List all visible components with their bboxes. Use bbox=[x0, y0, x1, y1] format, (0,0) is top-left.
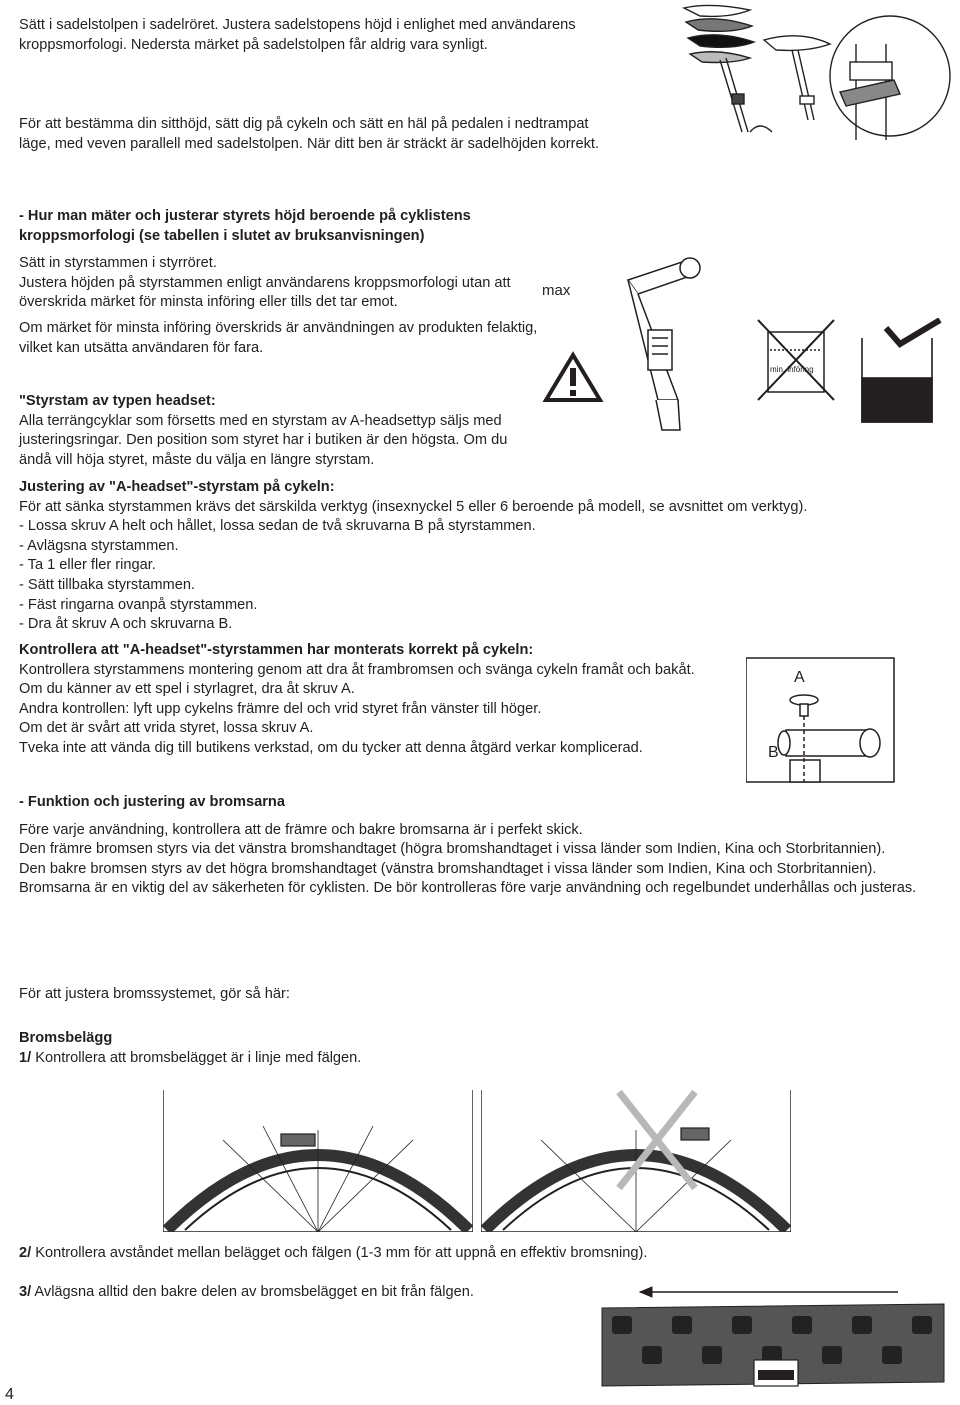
adjust-line: - Sätt tillbaka styrstammen. bbox=[19, 576, 195, 593]
pads-step-3 bbox=[19, 1283, 619, 1303]
wheel-right-figure bbox=[481, 1088, 791, 1232]
stem-ok-figure bbox=[856, 318, 946, 426]
check-section bbox=[19, 641, 719, 759]
brakes-section bbox=[19, 793, 939, 899]
adjust-line: - Lossa skruv A helt och hållet, lossa sedan de två skruvarna B på styrstammen. bbox=[19, 518, 536, 535]
stem-paragraph-1: Sätt in styrstammen i styrröret. bbox=[19, 255, 217, 272]
brakes-heading: - Funktion och justering av bromsarna bbox=[19, 794, 285, 810]
pads-heading: Bromsbelägg bbox=[19, 1030, 113, 1046]
check-heading: Kontrollera att "A-headset"-styrstammen har monterats korrekt på cykeln: bbox=[19, 642, 534, 658]
brakes-line: Bromsarna är en viktig del av säkerheten för cyklisten. De bör kontrolleras före varje användning och regelbundet underhållas och justeras. bbox=[19, 880, 917, 897]
check-line: Om det är svårt att vrida styret, lossa skruv A. bbox=[19, 720, 314, 737]
screw-b-label: B bbox=[768, 744, 779, 761]
saddle-figure bbox=[680, 0, 958, 140]
brakes-line: Före varje användning, kontrollera att de främre och bakre bromsarna är i perfekt skick. bbox=[19, 821, 583, 838]
step-text: Avlägsna alltid den bakre delen av bromsbelägget en bit från fälgen. bbox=[31, 1284, 474, 1300]
stem-paragraph-2: Justera höjden på styrstammen enligt användarens kroppsmorfologi utan att överskrida märket för minsta införing eller tills det tar emot. bbox=[19, 274, 511, 311]
step-number: 1/ bbox=[19, 1049, 32, 1066]
saddle-paragraph-2: För att bestämma din sitthöjd, sätt dig på cykeln och sätt en häl på pedalen i nedtrampat läge, med veven parallell med sadelstolpen. När ditt ben är sträckt är sadelhöjden korrekt. bbox=[19, 116, 600, 152]
stem-heading: - Hur man mäter och justerar styrets höjd beroende på cyklistens kroppsmorfologi (se tabellen i slutet av bruksanvisningen) bbox=[19, 208, 471, 244]
screw-a-label: A bbox=[794, 669, 805, 686]
pads-section bbox=[19, 1029, 619, 1068]
pads-step-1 bbox=[19, 1049, 619, 1069]
brakes-intro bbox=[19, 985, 619, 1005]
wheel-left-figure bbox=[163, 1090, 473, 1232]
headset-heading: "Styrstam av typen headset: bbox=[19, 393, 216, 409]
stem-section bbox=[19, 207, 539, 358]
step-number: 2/ bbox=[19, 1245, 32, 1261]
headset-section bbox=[19, 392, 531, 470]
adjust-heading: Justering av "A-headset"-styrstam på cykeln: bbox=[19, 479, 335, 495]
max-label: max bbox=[542, 282, 571, 299]
brakes-intro-text: För att justera bromssystemet, gör så här: bbox=[19, 986, 290, 1002]
adjust-line: För att sänka styrstammen krävs det särskilda verktyg (insexnyckel 5 eller 6 beroende på modell, se avsnittet om verktyg). bbox=[19, 498, 808, 515]
check-line: Andra kontrollen: lyft upp cykelns främre del och vrid styret från vänster till höger. bbox=[19, 700, 542, 717]
min-insertion-label: min. införing bbox=[770, 365, 814, 374]
adjust-line: - Ta 1 eller fler ringar. bbox=[19, 557, 156, 574]
pads-step-2 bbox=[19, 1244, 819, 1264]
page-number: 4 bbox=[5, 1386, 14, 1403]
check-line: Kontrollera styrstammens montering genom att dra åt frambromsen och svänga cykeln framåt och bakåt. Om du känner av ett spel i styrlagret, dra åt skruv A. bbox=[19, 661, 695, 698]
adjust-line: - Avlägsna styrstammen. bbox=[19, 537, 179, 554]
saddle-intro bbox=[19, 16, 649, 55]
stem-paragraph-3: Om märket för minsta införing överskrids är användningen av produkten felaktig, vilket kan utsätta användaren för fara. bbox=[19, 319, 538, 356]
step-text: Kontrollera avståndet mellan belägget och fälgen (1-3 mm för att uppnå en effektiv bromsning). bbox=[31, 1245, 648, 1261]
adjust-line: - Dra åt skruv A och skruvarna B. bbox=[19, 616, 233, 633]
brakes-line: Den bakre bromsen styrs av det högra bromshandtaget (vänstra bromshandtaget i vissa länder som Indien, Kina och Storbritannien). bbox=[19, 860, 877, 877]
step-text: Kontrollera att bromsbelägget är i linje med fälgen. bbox=[31, 1049, 362, 1066]
headset-text: Alla terrängcyklar som försetts med en styrstam av A-headsettyp säljs med justeringsringar. Den position som styret har i butiken är den högsta. Om du ändå vill höja styret, måste du välja en längre styrstam. bbox=[19, 412, 508, 468]
tread-figure bbox=[598, 1286, 948, 1396]
brakes-line: Den främre bromsen styrs via det vänstra bromshandtaget (högra bromshandtaget i vissa länder som Indien, Kina och Storbritannien). bbox=[19, 841, 886, 858]
step-number: 3/ bbox=[19, 1284, 32, 1300]
adjust-section bbox=[19, 478, 949, 635]
stem-figure bbox=[538, 250, 838, 440]
headset-figure bbox=[746, 656, 896, 786]
saddle-paragraph-1: Sätt i sadelstolpen i sadelröret. Justera sadelstopens höjd i enlighet med användarens kroppsmorfologi. Nedersta märket på sadelstolpen får aldrig vara synligt. bbox=[19, 17, 576, 53]
saddle-height bbox=[19, 115, 619, 154]
check-line: Tveka inte att vända dig till butikens verkstad, om du tycker att denna åtgärd verkar komplicerad. bbox=[19, 739, 643, 756]
adjust-line: - Fäst ringarna ovanpå styrstammen. bbox=[19, 596, 258, 613]
